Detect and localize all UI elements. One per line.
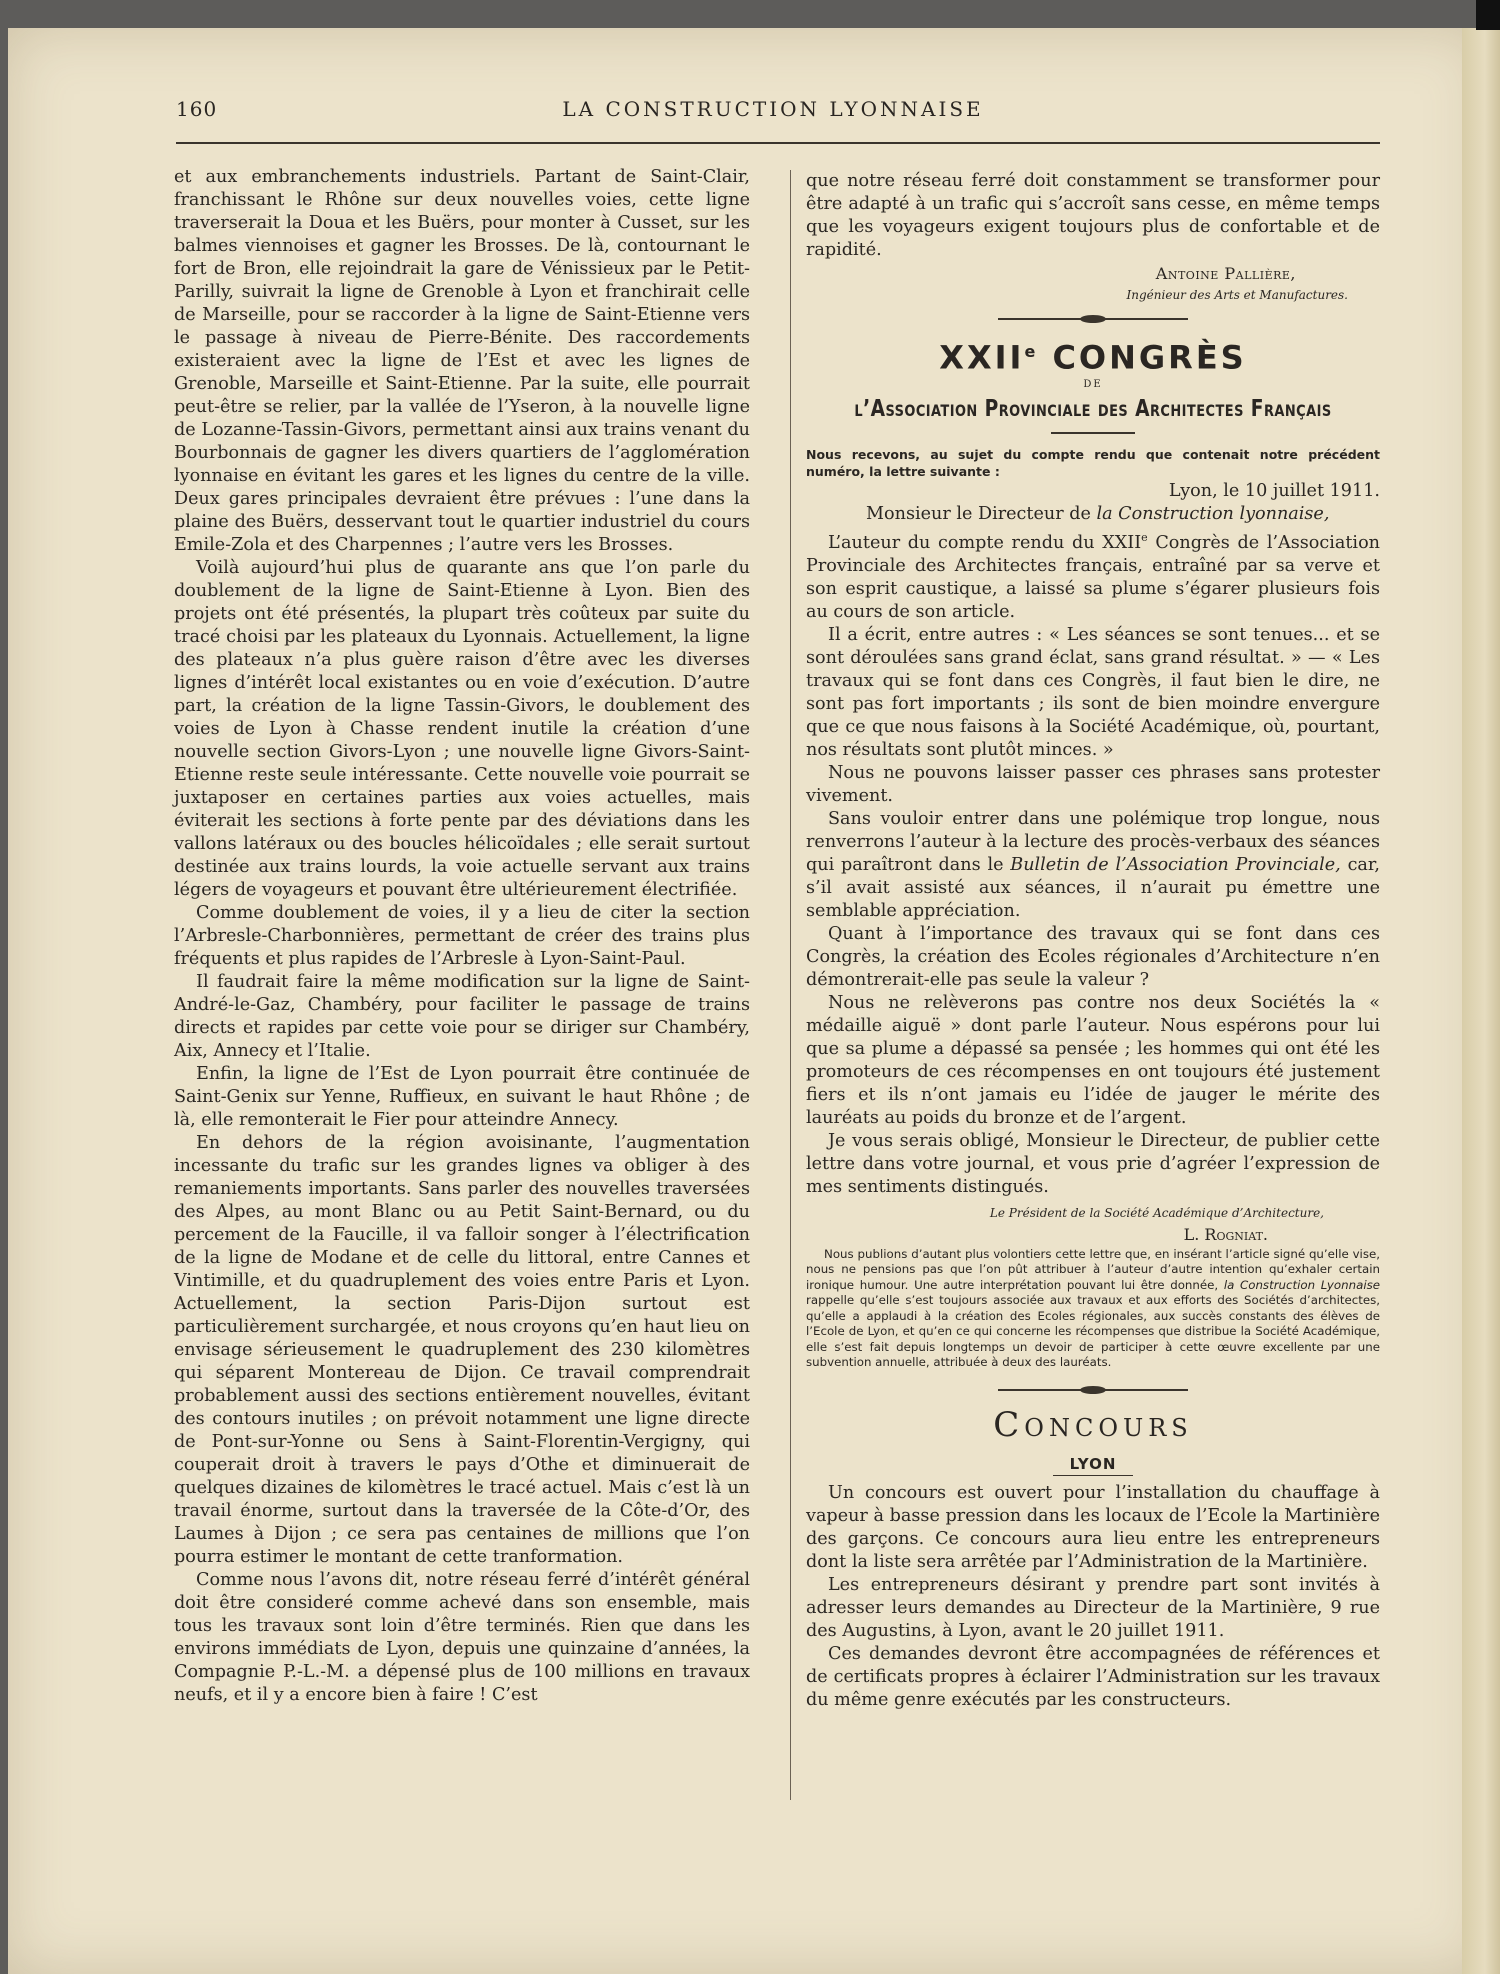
paragraph: Nous ne pouvons laisser passer ces phrases sans protester vivement. (806, 762, 1380, 806)
association-heading: l’Association Provinciale des Architectes Français (854, 395, 1332, 422)
lyon-subheading: LYON (1069, 1454, 1117, 1473)
subheading-rule (1053, 1475, 1133, 1476)
paragraph: Comme doublement de voies, il y a lieu de citer la section l’Arbresle-Charbonnières, permettant de créer des trains plus fréquents et plus rapides de l’Arbresle à Lyon-Saint-Paul. (174, 903, 750, 969)
author-name: Antoine Pallière, (1155, 264, 1296, 283)
paragraph: Comme nous l’avons dit, notre réseau ferré d’intérêt général doit être consideré comme achevé dans son ensemble, mais tous les travaux sont loin d’être terminés. Rien que dans les environs immédiats de Lyon, depuis une quinzaine d’années, la Compagnie P.-L.-M. a dépensé plus de 100 millions en travaux neufs, et il y a encore bien à faire ! C’est (174, 1570, 750, 1705)
paragraph: Nous ne relèverons pas contre nos deux Sociétés la « médaille aiguë » dont parle l’auteur. Nous espérons pour lui que sa plume a dépassé sa pensée ; les hommes qui ont été les promoteurs de ces récompenses en ont toujours été justement fiers et ils n’ont jamais eu l’idée de jauger le mérite des lauréats au poids du bronze et de l’argent. (806, 992, 1380, 1128)
left-column (174, 166, 750, 1707)
editor-note: Nous publions d’autant plus volontiers cette lettre que, en insérant l’article signé qu’elle vise, nous ne pensions pas que l’on pût attribuer à l’auteur d’autre intention qu’exhaler certain ironique humour. Une autre interprétation pouvant lui être donnée, la Construction Lyonnaise rappelle qu’elle s’est toujours associée aux travaux et aux efforts des Sociétés d’architectes, qu’elle a applaudi à la création des Ecoles régionales, aux succès constants des élèves de l’Ecole de Lyon, et qu’en ce qui concerne les récompenses que distribue la Société Académique, elle s’est fait depuis longtemps un devoir de participer à cette œuvre excellente par une subvention annuelle, attribuée à deux des lauréats. (806, 1246, 1380, 1370)
ornament-divider (998, 318, 1188, 320)
letter-date: Lyon, le 10 juillet 1911. (1168, 480, 1380, 501)
paragraph: Ces demandes devront être accompagnées de références et de certificats propres à éclairer l’Administration sur les travaux du même genre exécutés par les constructeurs. (806, 1643, 1380, 1710)
paragraph: Voilà aujourd’hui plus de quarante ans que l’on parle du doublement de la ligne de Saint-Etienne à Lyon. Bien des projets ont été présentés, la plupart très coûteux par suite du tracé choisi par les plateaux du Lyonnais. Actuellement, la ligne des plateaux n’a plus guère raison d’être avec les diverses lignes d’intérêt local existantes ou en voie d’exécution. D’autre part, la création de la ligne Tassin-Givors, le doublement des voies de Lyon à Chasse rendent inutile la création d’une nouvelle section Givors-Lyon ; une nouvelle ligne Givors-Saint-Etienne reste seule intéressante. Cette nouvelle voie pourrait se juxtaposer en certaines parties aux voies actuelles, mais éviterait les sections à forte pente par des déviations dans les vallons latéraux ou des boucles hélicoïdales ; elle serait surtout destinée aux trains lourds, la voie actuelle servant aux trains légers de voyageurs et pouvant être ultérieurement électrifiée. (174, 558, 750, 900)
author-signature (806, 262, 1296, 286)
paragraph: En dehors de la région avoisinante, l’augmentation incessante du trafic sur les grandes lignes va obliger à des remaniements importants. Sans parler des nouvelles traversées des Alpes, au mont Blanc ou au Petit Saint-Bernard, ou du percement de la Faucille, il va falloir songer à l’électrification de la ligne de Modane et de celle du littoral, entre Cannes et Vintimille, et du quadruplement des voies entre Paris et Lyon. Actuellement, la section Paris-Dijon surtout est particulièrement surchargée, et nous croyons qu’en haut lieu on envisage sérieusement le quadruplement des 230 kilomètres qui séparent Montereau de Dijon. Ce travail comprendrait probablement aussi des sections entièrement nouvelles, évitant des contours inutiles ; on prévoit notamment une ligne directe de Pont-sur-Yonne ou Sens à Saint-Florentin-Vergigny, qui couperait droit à travers le pays d’Othe et diminuerait de quelques dizaines de kilomètres le tracé actuel. Mais c’est là un travail énorme, surtout dans la traversée de la Côte-d’Or, des Laumes à Dijon ; ce sera pas centaines de millions que l’on pourra estimer le montant de cette tranformation. (174, 1133, 750, 1567)
president-title: Le Président de la Société Académique d’Architecture, (989, 1205, 1324, 1220)
journal-title: LA CONSTRUCTION LYONNAISE (562, 97, 984, 121)
congres-heading: XXIIe CONGRÈS (939, 338, 1247, 377)
paragraph: Je vous serais obligé, Monsieur le Directeur, de publier cette lettre dans votre journal, et vous prie d’agréer l’expression de mes sentiments distingués. (806, 1130, 1380, 1197)
paragraph: L’auteur du compte rendu du XXIIe Congrès de l’Association Provinciale des Architectes français, entraîné par sa verve et son esprit caustique, a laissé sa plume s’égarer plusieurs fois au cours de son article. (806, 530, 1380, 622)
short-rule (1051, 432, 1135, 434)
congres-de: DE (1083, 378, 1103, 390)
header-rule (176, 142, 1380, 144)
paragraph: et aux embranchements industriels. Partant de Saint-Clair, franchissant le Rhône sur deux nouvelles voies, cette ligne traverserait la Doua et les Buërs, pour monter à Cusset, sur les balmes viennoises et gagner les Brosses. De là, contournant le fort de Bron, elle rejoindrait la gare de Vénissieux par le Petit-Parilly, suivrait la ligne de Grenoble à Lyon et franchirait celle de Marseille, pour se raccorder à la ligne de Saint-Etienne vers le passage à niveau de Pierre-Bénite. Des raccordements existeraient avec la ligne de l’Est et avec les lignes de Grenoble, Marseille et Saint-Etienne. Par la suite, elle pourrait peut-être se relier, par la vallée de l’Yseron, à la nouvelle ligne de Lozanne-Tassin-Givors, permettant ainsi aux trains venant du Bourbonnais de gagner les divers quartiers de l’agglomération lyonnaise en évitant les gares et les lignes du centre de la ville. Deux gares principales devraient être prévues : l’une dans la plaine des Buërs, desservant tout le quartier industriel du cours Emile-Zola et des Charpennes ; l’autre vers les Brosses. (174, 167, 750, 555)
running-header (168, 97, 1378, 133)
paragraph: Les entrepreneurs désirant y prendre part sont invités à adresser leurs demandes au Directeur de la Martinière, 9 rue des Augustins, à Lyon, avant le 20 juillet 1911. (806, 1574, 1380, 1641)
concours-heading: Concours (993, 1404, 1193, 1445)
page-number: 160 (176, 97, 218, 121)
right-column (806, 170, 1380, 1712)
paragraph: Sans vouloir entrer dans une polémique trop longue, nous renverrons l’auteur à la lecture des procès-verbaux des séances qui paraîtront dans le Bulletin de l’Association Provinciale, car, s’il avait assisté aux séances, il n’aurait pu émettre une semblable appréciation. (806, 808, 1380, 921)
letter-address: Monsieur le Directeur de la Construction lyonnaise, (866, 503, 1330, 524)
scan-corner (1476, 0, 1500, 30)
paragraph: Un concours est ouvert pour l’installation du chauffage à vapeur à basse pression dans les locaux de l’Ecole la Martinière des garçons. Ce concours aura lieu entre les entrepreneurs dont la liste sera arrêtée par l’Administration de la Martinière. (806, 1482, 1380, 1572)
column-rule (790, 170, 791, 1800)
president-name: L. Rogniat. (1183, 1224, 1268, 1244)
intro-text: Nous recevons, au sujet du compte rendu que contenait notre précédent numéro, la lettre suivante : (806, 446, 1380, 479)
ornament-divider (998, 1389, 1188, 1391)
paragraph: Il faudrait faire la même modification sur la ligne de Saint-André-le-Gaz, Chambéry, pour faciliter le passage de trains directs et rapides par cette voie pour se diriger sur Chambéry, Aix, Annecy et l’Italie. (174, 972, 750, 1061)
paragraph: Quant à l’importance des travaux qui se font dans ces Congrès, la création des Ecoles régionales d’Architecture n’en démontrerait-elle pas seule la valeur ? (806, 923, 1380, 990)
paragraph: que notre réseau ferré doit constamment se transformer pour être adapté à un trafic qui s’accroît sans cesse, en même temps que les voyageurs exigent toujours plus de confortable et de rapidité. (806, 171, 1380, 260)
author-title: Ingénieur des Arts et Manufactures. (1126, 288, 1348, 302)
paragraph: Il a écrit, entre autres : « Les séances se sont tenues... et se sont déroulées sans grand éclat, sans grand résultat. » — « Les travaux qui se font dans ces Congrès, il faut bien le dire, ne sont pas fort importants ; ils sont de bien moindre envergure que ce que nous faisons à la Société Académique, où, pourtant, nos résultats sont plutôt minces. » (806, 624, 1380, 760)
page-edge (1462, 28, 1500, 1974)
paragraph: Enfin, la ligne de l’Est de Lyon pourrait être continuée de Saint-Genix sur Yenne, Ruffieux, en suivant le haut Rhône ; de là, elle remonterait le Fier pour atteindre Annecy. (174, 1064, 750, 1130)
